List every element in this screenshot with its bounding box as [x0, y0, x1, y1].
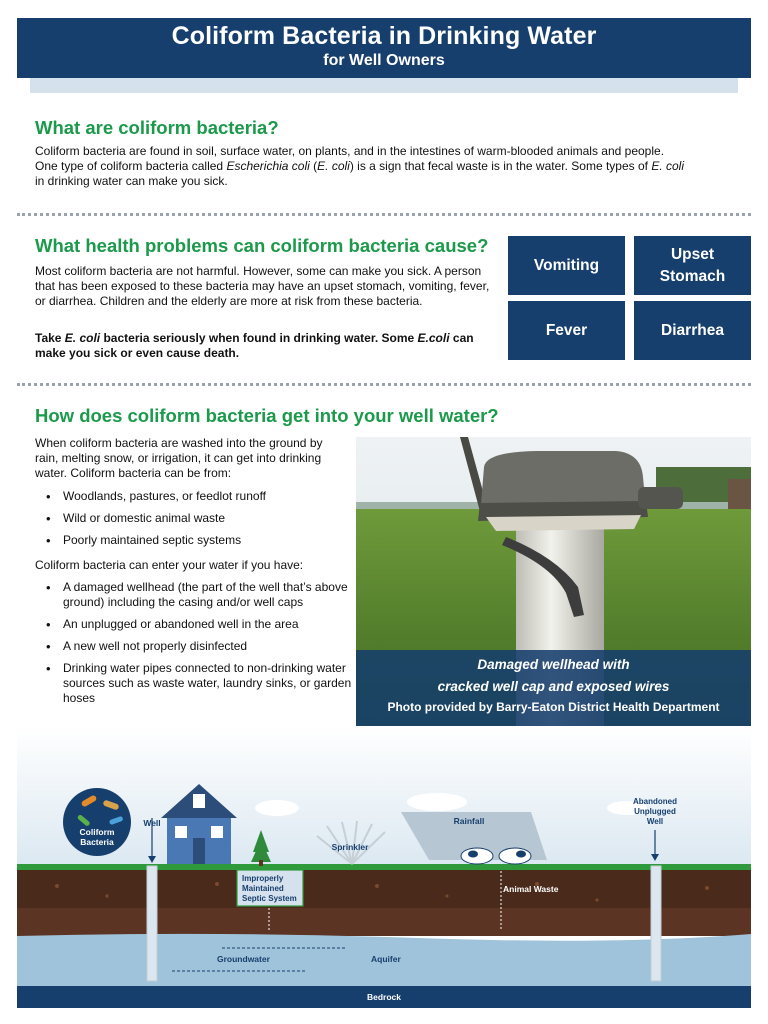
photo-caption — [356, 650, 751, 726]
section2-body: Most coliform bacteria are not harmful. However, some can make you sick. A person that has been exposed to these bacteria may have an upset stomach, vomiting, fever, or diarrhea. Children and the elderly are more at risk from these bacteria. — [35, 264, 490, 308]
divider-1 — [17, 213, 751, 216]
symptom-upset-stomach — [634, 236, 751, 295]
section2-title: What health problems can coliform bacteria cause? — [35, 235, 489, 256]
divider-2 — [17, 383, 751, 386]
section2-warning — [35, 331, 490, 361]
section1-ecoli-abbr2: E. coli — [651, 159, 685, 173]
page-header — [17, 18, 751, 78]
abandoned-label-1: Abandoned — [633, 797, 677, 806]
section1-ecoli-full: Escherichia coli — [226, 159, 310, 173]
subsoil-layer — [17, 908, 751, 936]
list-item: • Wild or domestic animal waste — [35, 511, 345, 526]
warning-part-e: can make you sick or even cause death. — [35, 331, 474, 360]
septic-label-3: Septic System — [242, 894, 297, 903]
symptom-label: Fever — [545, 321, 588, 339]
septic-label-2: Maintained — [242, 884, 284, 893]
diagram-svg — [17, 726, 751, 1008]
aquifer-label: Aquifer — [371, 954, 401, 964]
symptom-grid — [508, 236, 751, 360]
bacteria-label-2: Bacteria — [80, 837, 114, 847]
symptom-fever — [508, 301, 625, 360]
warning-ecoli-1: E. coli — [64, 331, 101, 345]
symptom-vomiting — [508, 236, 625, 295]
abandoned-label-3: Well — [646, 817, 664, 826]
section3-intro: When coliform bacteria are washed into the ground by rain, melting snow, or irrigation, it can get into drinking water. Coliform bacteria can be from: — [35, 436, 323, 480]
list-item: • Drinking water pipes connected to non-drinking water sources such as waste water, laundry sinks, or garden hoses — [35, 661, 355, 706]
list-item: • An unplugged or abandoned well in the area — [35, 617, 355, 632]
caption-line1: Damaged wellhead with — [477, 657, 630, 672]
section1-ecoli-abbr: E. coli — [317, 159, 350, 173]
section1-line2e: ) is a sign that fecal waste is in the water. Some types of — [349, 159, 652, 173]
well-label: Well — [143, 818, 161, 828]
bedrock-label: Bedrock — [366, 992, 402, 1002]
list-item: • A new well not properly disinfected — [35, 639, 355, 654]
symptom-label: Vomiting — [533, 256, 600, 274]
section1-line1: Coliform bacteria are found in soil, surface water, on plants, and in the intestines of warm-blooded animals and people. — [35, 144, 665, 158]
section3-enter-intro: Coliform bacteria can enter your water if you have: — [35, 558, 304, 572]
rainfall-label: Rainfall — [453, 816, 485, 826]
photo-credit: Photo provided by Barry-Eaton District Health Department — [387, 700, 720, 714]
sources-list — [35, 489, 345, 555]
abandoned-label-2: Unplugged — [634, 807, 676, 816]
section3-title: How does coliform bacteria get into your well water? — [35, 405, 499, 426]
symptom-diarrhea — [634, 301, 751, 360]
page-title: Coliform Bacteria in Drinking Water — [171, 22, 597, 50]
septic-label-1: Improperly — [242, 874, 284, 883]
section1-line3: in drinking water can make you sick. — [35, 174, 228, 188]
topsoil-layer — [17, 870, 751, 908]
abandoned-well-pipe — [651, 866, 661, 981]
bacteria-label-1: Coliform — [79, 827, 115, 837]
list-item: • Poorly maintained septic systems — [35, 533, 345, 548]
well-pipe — [147, 866, 157, 981]
contamination-diagram — [17, 726, 751, 1008]
sprinkler-label: Sprinkler — [331, 842, 369, 852]
cloud-icon — [407, 793, 467, 811]
animal-waste-label: Animal Waste — [503, 884, 559, 894]
page-subtitle: for Well Owners — [323, 52, 445, 69]
section1-line2a: One type of coliform bacteria called — [35, 159, 227, 173]
warning-part-a: Take — [35, 331, 65, 345]
causes-list — [35, 580, 355, 713]
list-item: • Woodlands, pastures, or feedlot runoff — [35, 489, 345, 504]
section1-body — [35, 144, 735, 189]
warning-ecoli-2: E.coli — [417, 331, 450, 345]
warning-part-c: bacteria seriously when found in drinking water. Some — [100, 331, 418, 345]
wellhead-photo — [356, 437, 751, 726]
groundwater-label: Groundwater — [217, 954, 270, 964]
grass-line — [17, 864, 751, 870]
section1-title: What are coliform bacteria? — [35, 117, 279, 138]
cloud-icon — [255, 800, 299, 816]
symptom-label: Diarrhea — [661, 321, 724, 339]
header-strip — [30, 78, 738, 93]
list-item: • A damaged wellhead (the part of the well that’s above ground) including the casing and/or well caps — [35, 580, 355, 610]
symptom-label: Upset Stomach — [659, 245, 726, 285]
caption-line2: cracked well cap and exposed wires — [437, 679, 670, 694]
section1-line2c: ( — [309, 159, 318, 173]
